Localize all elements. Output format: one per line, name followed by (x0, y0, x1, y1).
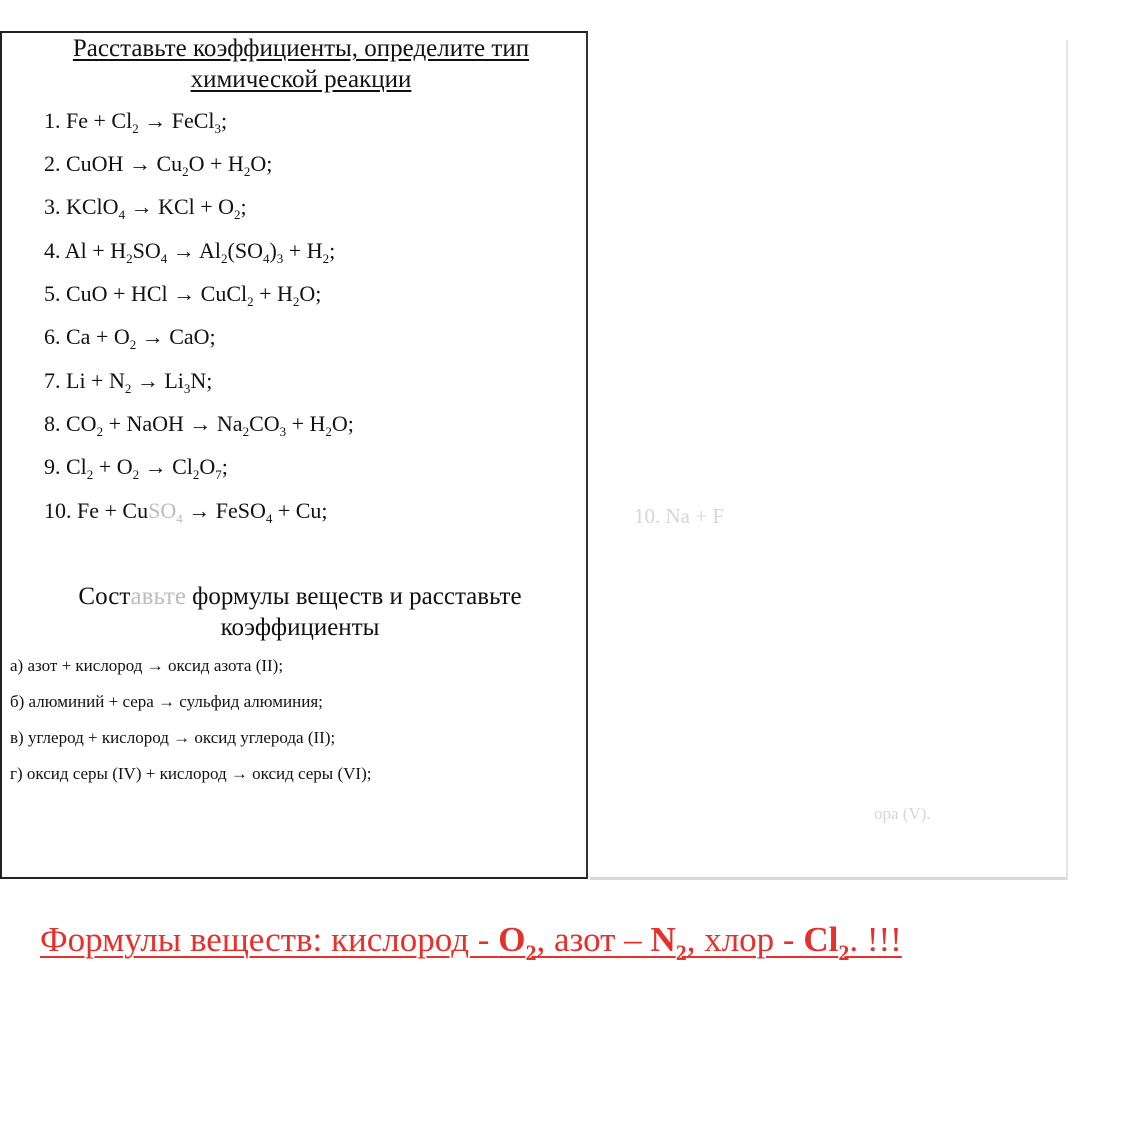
formula-index: 4 (176, 511, 183, 526)
equation-number: 6. (44, 324, 61, 349)
formula-index: 2 (132, 121, 139, 136)
formula-text: SO (132, 238, 161, 263)
task-item-c: в) углерод + кислород → оксид углерода (II); (10, 728, 336, 747)
formula-index: 4 (118, 207, 126, 222)
formula-text: → Cl (139, 454, 193, 479)
formula-index: 2 (182, 164, 189, 179)
equation-7 (44, 368, 212, 394)
note-chlorine-index: 2 (838, 940, 850, 965)
formula-index: 3 (214, 121, 221, 136)
formula-text: + Cu; (272, 498, 328, 523)
equation-6 (44, 324, 216, 350)
section-subtitle (20, 581, 580, 643)
equation-10 (44, 498, 328, 524)
formula-text: O; (250, 151, 273, 176)
worksheet-title (16, 33, 586, 95)
equation-number: 5. (44, 281, 61, 306)
formula-text: + H (253, 281, 293, 306)
formula-text: O + H (188, 151, 244, 176)
ghost-item-10: 10. Na + F (634, 504, 725, 528)
formula-text: ; (221, 454, 228, 479)
note-chlorine-symbol: Cl (803, 920, 839, 959)
subtitle-part-c: формулы веществ и расставьте (185, 583, 522, 610)
task-item-d: г) оксид серы (IV) + кислород → оксид серы (VI); (10, 764, 372, 783)
title-line-1: Расставьте коэффициенты, определите тип (72, 35, 530, 62)
note-oxygen-symbol: O (498, 920, 526, 959)
formula-text: SO (148, 498, 177, 523)
note-oxygen-index: 2 (525, 940, 537, 965)
formula-index: 2 (124, 381, 132, 396)
formula-text: Li + N (66, 368, 125, 393)
formula-text: CuO + HCl → CuCl (66, 281, 248, 306)
formula-text: CuOH → Cu (66, 151, 183, 176)
formula-text: → FeCl (138, 108, 215, 133)
equation-number: 10. (44, 498, 72, 523)
formula-text: O; (331, 411, 354, 436)
subtitle-part-faded: авьте (130, 583, 186, 610)
formula-text: Fe + Cu (77, 498, 149, 523)
formula-index: 4 (160, 251, 168, 266)
formula-text: + O (93, 454, 133, 479)
equation-number: 1. (44, 108, 61, 133)
formula-text: → KCl + O (125, 194, 235, 219)
formula-index: 2 (292, 294, 300, 309)
task-item-a: а) азот + кислород → оксид азота (II); (10, 656, 284, 675)
formula-text: (SO (227, 238, 263, 263)
formula-index: 2 (325, 424, 332, 439)
equation-number: 8. (44, 411, 61, 436)
formula-text: → FeSO (182, 498, 266, 523)
formula-text: Ca + O (66, 324, 130, 349)
formula-index: 2 (243, 164, 251, 179)
formula-text: KClO (66, 194, 119, 219)
formula-index: 2 (247, 294, 254, 309)
formula-index: 2 (129, 337, 137, 352)
formula-index: 4 (265, 511, 273, 526)
equation-1 (44, 108, 227, 134)
formula-note (40, 920, 902, 965)
note-nitrogen-symbol: N (650, 920, 676, 959)
formula-text: N; (190, 368, 213, 393)
formula-index: 2 (126, 251, 133, 266)
formula-index: 2 (132, 467, 140, 482)
formula-text: + NaOH → Na (103, 411, 243, 436)
equation-number: 3. (44, 194, 61, 219)
formula-text: Fe + Cl (66, 108, 133, 133)
equation-2 (44, 151, 272, 177)
equation-5 (44, 281, 321, 307)
formula-text: ; (221, 108, 228, 133)
formula-text: ) (269, 238, 277, 263)
formula-text: Al + H (64, 238, 127, 263)
formula-text: + H (283, 238, 323, 263)
formula-text: O; (299, 281, 322, 306)
note-mid-2: , хлор - (686, 920, 804, 959)
equation-4 (44, 238, 335, 264)
formula-text: CO (66, 411, 97, 436)
formula-text: O (199, 454, 216, 479)
formula-text: ; (329, 238, 336, 263)
equation-8 (44, 411, 354, 437)
formula-index: 3 (183, 381, 191, 396)
subtitle-line-1 (20, 581, 580, 612)
formula-index: 2 (192, 467, 200, 482)
title-line-2: химической реакции (190, 66, 412, 93)
formula-index: 2 (96, 424, 104, 439)
formula-text: → Li (131, 368, 184, 393)
formula-index: 4 (262, 251, 270, 266)
note-suffix: . !!! (849, 920, 902, 959)
formula-index: 2 (86, 467, 94, 482)
formula-text: → CaO; (136, 324, 216, 349)
formula-index: 2 (322, 251, 330, 266)
equation-9 (44, 454, 228, 480)
formula-index: 2 (242, 424, 250, 439)
equation-number: 7. (44, 368, 61, 393)
equation-number: 4. (44, 238, 61, 263)
equation-3 (44, 194, 247, 220)
formula-text: CO (249, 411, 280, 436)
formula-index: 7 (215, 467, 222, 482)
faded-right-page (590, 40, 1068, 880)
equation-number: 2. (44, 151, 61, 176)
note-prefix: Формулы веществ: кислород - (40, 920, 499, 959)
note-mid-1: , азот – (536, 920, 651, 959)
subtitle-part-a: Сост (78, 583, 131, 610)
ghost-task-fragment: ора (V). (874, 804, 931, 823)
formula-text: Cl (66, 454, 87, 479)
subtitle-line-2: коэффициенты (220, 614, 380, 641)
formula-index: 3 (276, 251, 284, 266)
task-item-b: б) алюминий + сера → сульфид алюминия; (10, 692, 323, 711)
formula-index: 2 (221, 251, 228, 266)
formula-index: 3 (279, 424, 287, 439)
formula-text: + H (286, 411, 326, 436)
formula-text: → Al (167, 238, 222, 263)
equation-number: 9. (44, 454, 61, 479)
formula-index: 2 (234, 207, 241, 222)
formula-text: ; (240, 194, 247, 219)
note-nitrogen-index: 2 (675, 940, 687, 965)
